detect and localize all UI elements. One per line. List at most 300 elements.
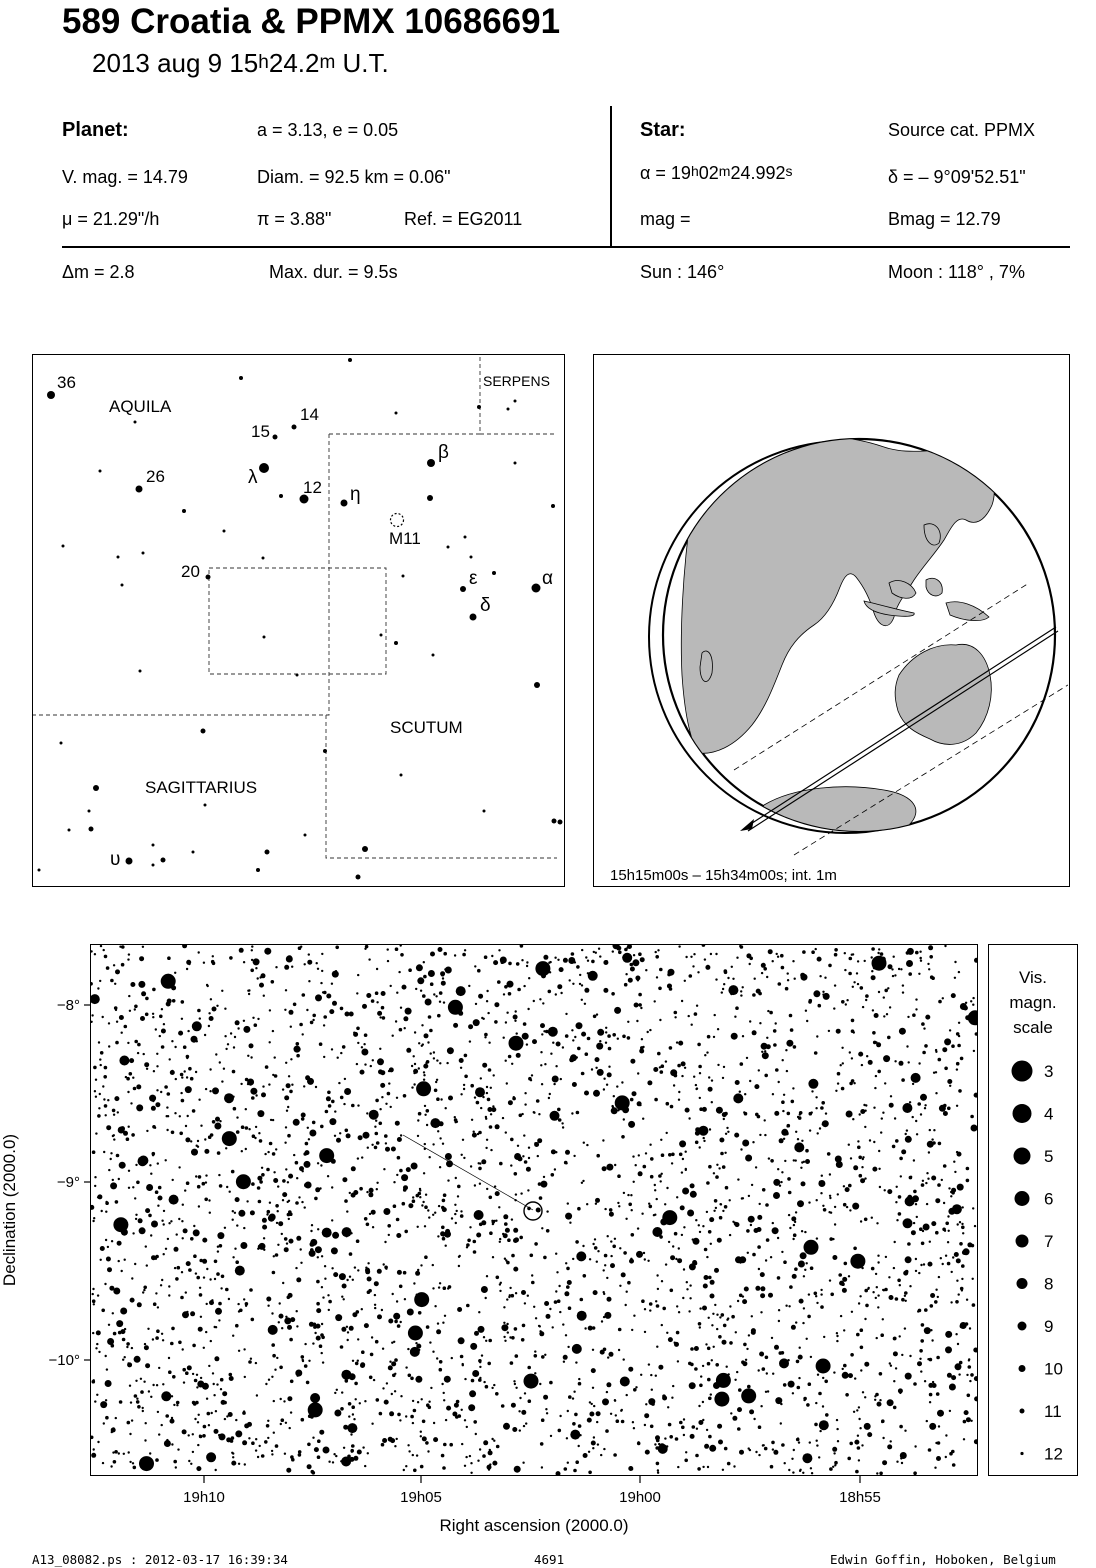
field-star (815, 1096, 817, 1098)
field-star (287, 1201, 289, 1203)
field-star (850, 1157, 852, 1159)
field-star (745, 1359, 747, 1361)
field-star (818, 1180, 825, 1187)
field-star (963, 1248, 970, 1255)
field-star (550, 1111, 560, 1121)
field-star (180, 1296, 184, 1300)
field-star (821, 1101, 825, 1105)
field-star (298, 1450, 302, 1454)
field-star (156, 1329, 160, 1333)
field-star (472, 1133, 477, 1138)
field-star (476, 1233, 481, 1238)
field-star (384, 1400, 389, 1405)
field-star (795, 1131, 797, 1133)
field-star (389, 1411, 394, 1416)
field-star (530, 1079, 532, 1081)
field-star (121, 963, 125, 967)
field-star (522, 1324, 526, 1328)
field-star (825, 1112, 827, 1114)
field-star (442, 1199, 446, 1203)
field-star (713, 1210, 715, 1212)
field-star (779, 1138, 784, 1143)
field-star (155, 1255, 159, 1259)
field-star (367, 1262, 369, 1264)
field-star (711, 1101, 713, 1103)
field-star (186, 1076, 188, 1078)
field-star (974, 1439, 979, 1444)
constellation-boundaries (33, 355, 557, 858)
field-star (927, 963, 929, 965)
field-star (181, 1220, 183, 1222)
map-star (204, 804, 207, 807)
star-label-alpha: α (542, 568, 553, 589)
field-star (925, 1015, 930, 1020)
field-star (202, 1238, 207, 1243)
field-star (792, 1087, 794, 1089)
field-star (573, 1469, 577, 1473)
field-star (491, 1220, 493, 1222)
path-direction-arrow (740, 819, 754, 831)
field-star (323, 1056, 325, 1058)
field-star (666, 1187, 668, 1189)
field-star (253, 958, 260, 965)
field-star (184, 1070, 186, 1072)
field-star (445, 1245, 447, 1247)
field-star (955, 1333, 957, 1335)
field-star (342, 1284, 347, 1289)
field-star (925, 1227, 927, 1229)
field-star (760, 1293, 765, 1298)
field-star (690, 1183, 695, 1188)
field-star (716, 1107, 723, 1114)
field-star (577, 1207, 581, 1211)
field-star (703, 1140, 705, 1142)
field-star (426, 1124, 428, 1126)
field-star (508, 1100, 513, 1105)
field-star (423, 975, 427, 979)
field-star (437, 1322, 439, 1324)
field-star (857, 1140, 859, 1142)
field-star (418, 1067, 420, 1069)
field-star (669, 1046, 673, 1050)
field-star (766, 976, 768, 978)
field-star (621, 1135, 625, 1139)
field-star (212, 962, 216, 966)
field-star (205, 1331, 207, 1333)
field-star (509, 1336, 511, 1338)
field-star (281, 1327, 283, 1329)
field-star (602, 1139, 604, 1141)
field-star (748, 1216, 755, 1223)
field-star (638, 1154, 640, 1156)
field-star (117, 1111, 119, 1113)
field-star (232, 1219, 234, 1221)
field-star (184, 1189, 186, 1191)
field-star (493, 1384, 495, 1386)
field-star (296, 1177, 298, 1179)
field-star (114, 1006, 118, 1010)
field-star (317, 1162, 319, 1164)
field-star (183, 1381, 185, 1383)
map-star (470, 556, 473, 559)
field-star (696, 1005, 698, 1007)
field-star (198, 1327, 203, 1332)
field-star (245, 1302, 249, 1306)
field-star (194, 1379, 198, 1383)
field-star (156, 1089, 158, 1091)
field-star (285, 1062, 287, 1064)
field-star (967, 1394, 971, 1398)
field-star (841, 1047, 843, 1049)
field-star (903, 1271, 908, 1276)
field-star (349, 1252, 353, 1256)
field-star (808, 1201, 810, 1203)
field-star (640, 957, 645, 962)
field-star (190, 1463, 192, 1465)
field-star (737, 1178, 739, 1180)
field-star (185, 1291, 187, 1293)
field-star (540, 1023, 545, 1028)
field-star (375, 1132, 379, 1136)
field-star (630, 1258, 632, 1260)
field-star (381, 1443, 385, 1447)
field-star (354, 1266, 356, 1268)
field-star (622, 956, 626, 960)
field-star (283, 1400, 285, 1402)
field-star (608, 1066, 610, 1068)
field-star (357, 974, 359, 976)
field-star (481, 1354, 483, 1356)
field-star (645, 1450, 650, 1455)
field-star (499, 1283, 501, 1285)
field-star (814, 1292, 818, 1296)
field-star (161, 1008, 163, 1010)
field-star (447, 1287, 449, 1289)
field-star (778, 1309, 780, 1311)
field-star (153, 1302, 157, 1306)
field-star (894, 1241, 896, 1243)
field-star (106, 1368, 108, 1370)
field-star (279, 1314, 284, 1319)
field-star (483, 1018, 485, 1020)
field-star (681, 1075, 683, 1077)
field-star (182, 1204, 184, 1206)
field-star (972, 1278, 974, 1280)
field-star (889, 1295, 894, 1300)
field-star (612, 1106, 614, 1108)
field-star (659, 968, 663, 972)
field-star (931, 1138, 933, 1140)
map-star (464, 536, 467, 539)
field-star (397, 1270, 402, 1275)
field-star (755, 1286, 760, 1291)
field-star (302, 993, 306, 997)
field-star (829, 1279, 831, 1281)
field-star (609, 1212, 614, 1217)
field-star (448, 1096, 453, 1101)
field-star (799, 1299, 804, 1304)
field-star (133, 1087, 137, 1091)
field-star (941, 1179, 943, 1181)
field-star (388, 1365, 393, 1370)
field-star (959, 1242, 963, 1246)
field-star (374, 1294, 376, 1296)
field-star (853, 1411, 855, 1413)
field-star (705, 965, 710, 970)
field-star (446, 1406, 451, 1411)
field-star (111, 1344, 115, 1348)
star-ra-m: m (718, 163, 731, 179)
field-star (717, 1238, 722, 1243)
field-star (844, 952, 846, 954)
field-star (432, 1143, 434, 1145)
field-star (567, 1346, 569, 1348)
field-star (438, 1286, 440, 1288)
map-star (395, 412, 398, 415)
field-star (307, 1443, 311, 1447)
field-star (131, 1133, 135, 1137)
field-star (524, 1092, 526, 1094)
field-star (635, 1386, 637, 1388)
scale-dot (1019, 1365, 1026, 1372)
field-star (790, 1028, 794, 1032)
field-star (142, 1291, 144, 1293)
field-star (95, 1347, 97, 1349)
field-star (974, 958, 979, 963)
field-star (896, 1461, 898, 1463)
field-star (526, 1043, 528, 1045)
field-star (608, 1047, 612, 1051)
field-star (136, 1104, 143, 1111)
field-star (782, 1110, 784, 1112)
field-star (217, 1232, 224, 1239)
field-star (430, 982, 434, 986)
field-star (524, 1103, 526, 1105)
field-star (235, 1430, 242, 1437)
field-star (722, 988, 724, 990)
field-star (666, 1332, 668, 1334)
field-star (699, 1384, 703, 1388)
field-star (222, 1391, 227, 1396)
field-star (129, 1010, 131, 1012)
field-star (265, 1383, 267, 1385)
field-star (386, 1382, 388, 1384)
label-sagittarius: SAGITTARIUS (145, 778, 258, 797)
field-star (731, 966, 733, 968)
field-star (344, 1088, 351, 1095)
field-star (499, 1162, 503, 1166)
field-star (678, 1091, 680, 1093)
field-star (309, 1130, 316, 1137)
field-star (134, 1005, 138, 1009)
field-star (763, 1444, 765, 1446)
field-star (768, 1157, 770, 1159)
field-star (762, 1046, 764, 1048)
field-star (515, 1193, 517, 1195)
field-star (544, 1301, 549, 1306)
field-star (198, 1205, 200, 1207)
field-star (944, 1038, 951, 1045)
field-star (664, 1203, 666, 1205)
field-star (692, 1425, 696, 1429)
field-star (931, 1221, 936, 1226)
field-star (791, 1100, 795, 1104)
field-star (759, 1022, 761, 1024)
field-star (864, 1318, 866, 1320)
field-star (466, 1243, 470, 1247)
field-star (344, 1199, 348, 1203)
field-star (420, 1435, 422, 1437)
field-star (415, 988, 417, 990)
field-star (226, 1186, 228, 1188)
field-star (636, 1251, 643, 1258)
field-star (439, 1001, 441, 1003)
field-star (269, 1009, 271, 1011)
field-star (801, 1140, 803, 1142)
field-star (469, 1040, 471, 1042)
field-star (957, 1343, 959, 1345)
field-star (437, 1014, 441, 1018)
field-star (327, 1175, 329, 1177)
field-star (822, 993, 824, 995)
field-star (192, 1433, 194, 1435)
field-star (876, 1472, 878, 1474)
field-star (250, 1088, 257, 1095)
field-star (258, 1247, 260, 1249)
field-star (576, 1022, 583, 1029)
field-star (557, 1299, 561, 1303)
field-star (412, 1400, 414, 1402)
field-star (788, 1214, 790, 1216)
field-star (953, 1161, 955, 1163)
field-star (676, 1331, 680, 1335)
field-star (859, 1113, 861, 1115)
field-star (343, 1298, 345, 1300)
field-star (353, 1032, 355, 1034)
field-star (841, 1087, 845, 1091)
field-star (177, 1266, 181, 1270)
field-star (444, 1315, 446, 1317)
field-star (215, 1469, 217, 1471)
field-star (710, 1280, 715, 1285)
field-star (451, 1217, 453, 1219)
field-star (631, 1233, 635, 1237)
field-star (284, 1095, 289, 1100)
field-star (928, 1448, 932, 1452)
field-star (823, 1336, 825, 1338)
field-star (404, 1027, 406, 1029)
field-star (917, 1102, 921, 1106)
field-star (760, 1405, 762, 1407)
field-star (159, 1035, 161, 1037)
map-star (514, 400, 517, 403)
field-star (969, 1327, 971, 1329)
field-star (687, 1210, 694, 1217)
field-star (586, 1203, 588, 1205)
field-star (586, 1144, 588, 1146)
field-star (929, 1241, 931, 1243)
field-star (761, 972, 763, 974)
field-star (603, 1316, 605, 1318)
field-star (166, 1106, 168, 1108)
field-star (422, 1201, 424, 1203)
field-star (655, 955, 659, 959)
field-star (850, 1353, 854, 1357)
field-star (395, 1020, 397, 1022)
field-star (489, 1196, 493, 1200)
field-star (850, 1254, 865, 1269)
field-star (757, 1215, 762, 1220)
field-star (174, 1247, 179, 1252)
field-star (271, 1376, 273, 1378)
field-star (908, 972, 912, 976)
field-star (408, 1374, 412, 1378)
field-star (549, 1093, 551, 1095)
field-star (171, 1040, 173, 1042)
field-star (317, 968, 319, 970)
field-star (163, 1223, 165, 1225)
field-star (591, 960, 595, 964)
field-star (460, 1355, 464, 1359)
field-star (155, 1102, 160, 1107)
field-star (173, 1404, 175, 1406)
field-star (631, 1468, 633, 1470)
field-star (97, 1294, 99, 1296)
field-star (515, 1387, 517, 1389)
field-star (692, 1238, 694, 1240)
field-star (399, 1285, 403, 1289)
field-star (603, 1078, 605, 1080)
field-star (102, 1085, 104, 1087)
field-star (188, 1434, 190, 1436)
field-star (178, 1166, 180, 1168)
field-star (203, 962, 205, 964)
field-star (268, 1325, 278, 1335)
field-star (560, 992, 562, 994)
field-star (742, 1140, 749, 1147)
map-star (121, 584, 124, 587)
field-star (811, 1090, 813, 1092)
star-ra-h: h (690, 163, 699, 179)
field-star (147, 1328, 149, 1330)
field-star (464, 1378, 466, 1380)
field-star (543, 955, 548, 960)
field-star (920, 1264, 922, 1266)
field-star (855, 1470, 859, 1474)
field-star (206, 1452, 216, 1462)
field-star (104, 1104, 108, 1108)
map-star (356, 875, 361, 880)
field-star (392, 1293, 394, 1295)
field-star (683, 1434, 685, 1436)
field-star (244, 1463, 246, 1465)
field-star (880, 952, 884, 956)
field-star (287, 1325, 292, 1330)
field-star (100, 1064, 102, 1066)
field-star (299, 1023, 303, 1027)
field-star (614, 1238, 616, 1240)
field-star (346, 1279, 348, 1281)
field-star (91, 1453, 96, 1458)
field-star (474, 1184, 476, 1186)
field-star (576, 1111, 580, 1115)
field-star (734, 1133, 739, 1138)
field-star (533, 1111, 535, 1113)
field-star (617, 1109, 619, 1111)
field-star (915, 951, 919, 955)
field-star (782, 1059, 784, 1061)
field-star (442, 1207, 447, 1212)
